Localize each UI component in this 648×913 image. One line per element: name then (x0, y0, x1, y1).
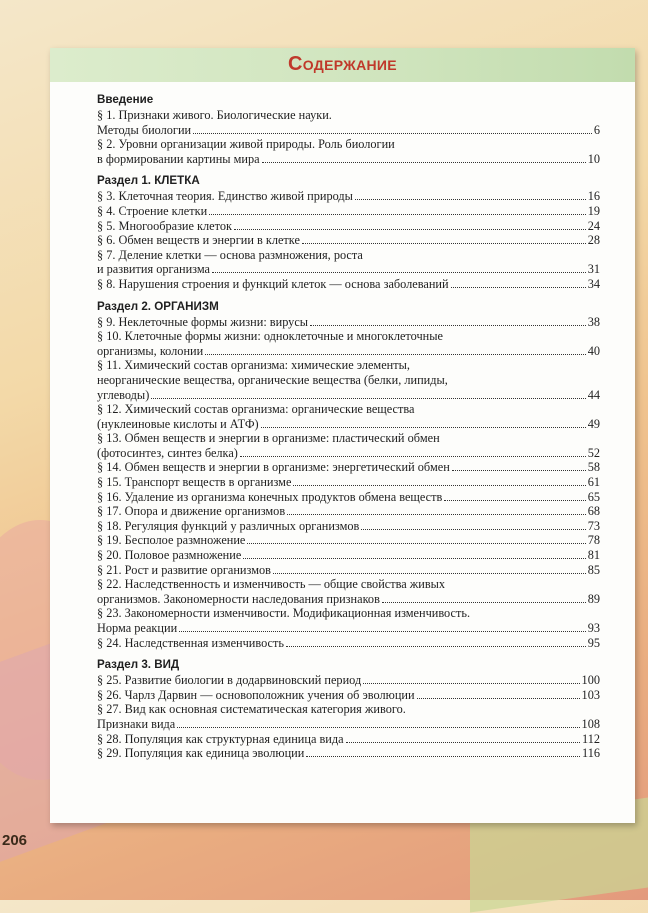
toc-entry-text: § 20. Половое размножение (97, 548, 242, 563)
dot-leader (346, 742, 580, 743)
toc-page-number: 38 (587, 314, 600, 329)
toc-entry-text: углеводы) (97, 387, 150, 402)
toc-page-number: 31 (587, 262, 600, 277)
dot-leader (240, 456, 586, 457)
toc-entry-last-line (97, 592, 600, 607)
dot-leader (310, 325, 586, 326)
toc-entry[interactable] (97, 475, 600, 490)
toc-page-number: 78 (587, 533, 600, 548)
toc-entry-text: § 1. Признаки живого. Биологические науки. (97, 108, 332, 122)
dot-leader (451, 287, 586, 288)
dot-leader (205, 354, 586, 355)
toc-entry-text: § 17. Опора и движение организмов (97, 504, 286, 519)
toc-page-number: 68 (587, 504, 600, 519)
toc-entry[interactable] (97, 746, 600, 761)
toc-page-number: 44 (587, 387, 600, 402)
toc-entry-last-line (97, 519, 600, 534)
toc-entry-text: (нуклеиновые кислоты и АТФ) (97, 416, 259, 431)
toc-entry-text: § 7. Деление клетки — основа размножения, роста (97, 247, 363, 262)
toc-entry-text: Признаки вида (97, 716, 176, 731)
toc-entry-text: и развития организма (97, 262, 210, 277)
toc-entry[interactable] (97, 248, 600, 277)
dot-leader (209, 214, 586, 215)
dot-leader (302, 243, 586, 244)
toc-entry-last-line (97, 344, 600, 359)
toc-entry-last-line (97, 446, 600, 461)
toc-entry-text: § 29. Популяция как единица эволюции (97, 746, 305, 761)
toc-page-number: 93 (587, 621, 600, 635)
toc-entry-text: § 5. Многообразие клеток (97, 218, 232, 233)
section-heading: Раздел 1. КЛЕТКА (97, 174, 200, 188)
toc-entry[interactable] (97, 204, 600, 219)
toc-entry-last-line (97, 746, 600, 761)
toc-entry-last-line (97, 490, 600, 505)
page-title: Содержание (288, 53, 397, 75)
toc-entry-text: § 2. Уровни организации живой природы. Роль биологии (97, 137, 395, 152)
section-heading: Введение (97, 93, 154, 106)
dot-leader (363, 683, 579, 684)
toc-entry-last-line (97, 688, 600, 703)
toc-entry[interactable] (97, 137, 600, 166)
dot-leader (287, 514, 586, 515)
toc-entry-text: § 9. Неклеточные формы жизни: вирусы (97, 314, 309, 329)
toc-entry[interactable] (97, 673, 600, 688)
dot-leader (179, 631, 586, 632)
toc-entry-last-line (97, 548, 600, 563)
toc-entry[interactable] (97, 688, 600, 703)
dot-leader (247, 543, 585, 544)
toc-entry-last-line (97, 621, 600, 636)
dot-leader (234, 229, 586, 230)
toc-entry[interactable] (97, 548, 600, 563)
toc-entry[interactable] (97, 636, 600, 651)
toc-entry-last-line (97, 417, 600, 432)
toc-entry-last-line (97, 189, 600, 204)
dot-leader (417, 698, 580, 699)
dot-leader (361, 529, 585, 530)
dot-leader (193, 133, 592, 134)
toc-entry-text: § 27. Вид как основная систематическая категория живого. (97, 702, 406, 717)
toc-entry[interactable] (97, 606, 600, 635)
toc-entry-text: § 16. Удаление из организма конечных продуктов обмена веществ (97, 489, 443, 504)
dot-leader (243, 558, 585, 559)
toc-entry-text: § 14. Обмен веществ и энергии в организме: энергетический обмен (97, 460, 450, 475)
dot-leader (261, 427, 586, 428)
toc-entry-text: § 21. Рост и развитие организмов (97, 562, 271, 577)
dot-leader (273, 573, 586, 574)
toc-entry[interactable] (97, 732, 600, 747)
toc-entry-text: § 24. Наследственная изменчивость (97, 635, 284, 650)
toc-page-number: 73 (587, 518, 600, 533)
toc-page-number: 61 (587, 475, 600, 490)
toc-entry-last-line (97, 673, 600, 688)
toc-entry-last-line (97, 388, 600, 403)
toc-entry[interactable] (97, 577, 600, 606)
toc-entry-text: § 11. Химический состав организма: химические элементы, (97, 358, 410, 373)
toc-entry[interactable] (97, 108, 600, 137)
toc-page-number: 19 (587, 203, 600, 218)
toc-entry-text: § 3. Клеточная теория. Единство живой природы (97, 189, 353, 204)
toc-entry[interactable] (97, 490, 600, 505)
toc-entry-last-line (97, 123, 600, 138)
toc-page-number: 10 (587, 151, 600, 166)
toc-page-number: 49 (587, 416, 600, 431)
toc-page-number: 24 (587, 218, 600, 233)
toc-entry[interactable] (97, 219, 600, 234)
toc-entry-text: § 22. Наследственность и изменчивость — общие свойства живых (97, 577, 446, 592)
toc-entry-last-line (97, 717, 600, 732)
toc-entry-text: организмов. Закономерности наследования признаков (97, 591, 380, 606)
toc-entry-text: § 26. Чарлз Дарвин — основоположник учения об эволюции (97, 687, 415, 702)
dot-leader (355, 199, 586, 200)
dot-leader (452, 470, 586, 471)
toc-page-number: 34 (587, 276, 600, 291)
toc-entry-last-line (97, 504, 600, 519)
toc-entry[interactable] (97, 460, 600, 475)
toc-entry-last-line (97, 204, 600, 219)
toc-page-number: 16 (587, 189, 600, 204)
toc-entry-text: § 25. Развитие биологии в додарвиновский период (97, 673, 362, 688)
toc-entry-text: § 28. Популяция как структурная единица вида (97, 731, 344, 746)
toc-page-number: 103 (581, 687, 600, 702)
toc-entry-last-line (97, 262, 600, 277)
toc-entry-text: § 23. Закономерности изменчивости. Модификационная изменчивость. (97, 606, 471, 621)
toc-page-number: 28 (587, 233, 600, 248)
toc-entry[interactable] (97, 702, 600, 731)
toc-page-number: 81 (587, 548, 600, 563)
toc-entry[interactable] (97, 277, 600, 292)
toc-page-number: 65 (587, 489, 600, 504)
toc-entry-last-line (97, 152, 600, 167)
toc-entry[interactable] (97, 402, 600, 431)
toc-entry[interactable] (97, 329, 600, 358)
dot-leader (262, 162, 586, 163)
section-heading: Раздел 2. ОРГАНИЗМ (97, 299, 219, 313)
dot-leader (177, 727, 579, 728)
toc-page-number: 112 (582, 731, 600, 746)
toc-entry[interactable] (97, 189, 600, 204)
toc-page-number: 85 (587, 562, 600, 577)
section-heading: Раздел 3. ВИД (97, 658, 180, 672)
toc-entry-last-line (97, 636, 600, 651)
toc-entry[interactable] (97, 504, 600, 519)
dot-leader (444, 500, 585, 501)
toc-entry-last-line (97, 219, 600, 234)
page-number: 206 (2, 832, 28, 849)
toc-entry-text: § 6. Обмен веществ и энергии в клетке (97, 233, 300, 248)
toc-entry[interactable] (97, 563, 600, 578)
toc-entry-text: в формировании картины мира (97, 151, 260, 166)
toc-entry-last-line (97, 475, 600, 490)
dot-leader (382, 602, 586, 603)
toc-entry-last-line (97, 563, 600, 578)
toc-entry-text: § 19. Бесполое размножение (97, 533, 246, 548)
toc-page-number: 116 (582, 746, 600, 761)
toc-entry-text: Норма реакции (97, 621, 178, 635)
toc-entry-last-line (97, 460, 600, 475)
toc-entry-text: § 15. Транспорт веществ в организме (97, 475, 292, 490)
toc-entry-text: § 10. Клеточные формы жизни: одноклеточные и многоклеточные (97, 329, 443, 344)
toc-entry[interactable] (97, 431, 600, 460)
toc-page-number: 89 (587, 591, 600, 606)
toc-entry[interactable] (97, 533, 600, 548)
toc-entry-text: § 8. Нарушения строения и функций клеток — основа заболеваний (97, 276, 449, 291)
toc-entry-text: § 12. Химический состав организма: органические вещества (97, 402, 415, 417)
toc-entry-last-line (97, 732, 600, 747)
dot-leader (293, 485, 585, 486)
toc-page-number: 52 (587, 445, 600, 460)
toc-page-number: 108 (581, 716, 600, 731)
toc-entry-text: Методы биологии (97, 122, 192, 137)
toc-entry-text: § 18. Регуляция функций у различных организмов (97, 518, 360, 533)
contents-sheet (50, 48, 635, 823)
toc-entry-text: § 13. Обмен веществ и энергии в организме: пластический обмен (97, 431, 440, 446)
toc-entry[interactable] (97, 233, 600, 248)
toc-entry[interactable] (97, 315, 600, 330)
toc-entry-text: § 4. Строение клетки (97, 203, 208, 218)
toc-page-number: 95 (587, 635, 600, 650)
toc-page-number: 6 (593, 122, 600, 137)
toc-page-number: 100 (581, 673, 600, 688)
toc-entry[interactable] (97, 519, 600, 534)
toc-entry-last-line (97, 277, 600, 292)
dot-leader (286, 646, 586, 647)
toc-entry-text: (фотосинтез, синтез белка) (97, 445, 238, 460)
toc-entry-last-line (97, 315, 600, 330)
toc-entry-text: организмы, колонии (97, 343, 204, 358)
toc-page-number: 40 (587, 343, 600, 358)
dot-leader (306, 756, 580, 757)
toc-entry[interactable] (97, 358, 600, 402)
toc-entry-last-line (97, 533, 600, 548)
toc-entry-last-line (97, 233, 600, 248)
dot-leader (151, 398, 585, 399)
toc-entry-text: неорганические вещества, органические вещества (белки, липиды, (97, 372, 448, 387)
dot-leader (212, 272, 586, 273)
table-of-contents (97, 93, 600, 761)
toc-page-number: 58 (587, 460, 600, 475)
